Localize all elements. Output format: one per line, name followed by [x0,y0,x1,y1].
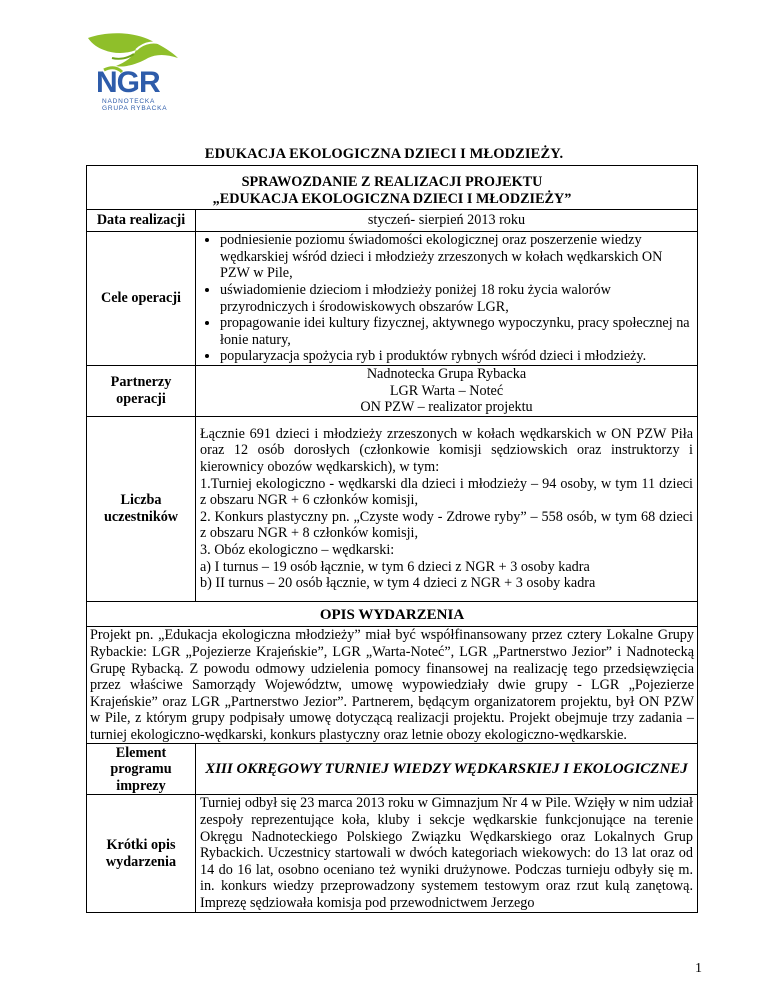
partner-item: Nadnotecka Grupa Rybacka [366,365,527,382]
participants-intro: Łącznie 691 dzieci i młodzieży zrzeszonych w kołach wędkarskich w ON PZW Piła oraz 12 osób dorosłych (członkowie komisji sędziowskich oraz instruktorzy i kierownicy obozów wędkarskich), w tym: [200,425,693,475]
short-desc-label: Krótki opis wydarzenia [87,795,196,912]
logo-subtitle [102,98,167,112]
document-title: EDUKACJA EKOLOGICZNA DZIECI I MŁODZIEŻY. [204,146,564,162]
report-header-line1: SPRAWOZDANIE Z REALIZACJI PROJEKTU [241,174,543,190]
opis-title: OPIS WYDARZENIA [87,601,698,627]
participants-line: 3. Obóz ekologiczno – wędkarski: [200,541,395,558]
participants-label: Liczba uczestników [87,416,196,601]
report-header [87,166,698,210]
element-label: Element programu imprezy [87,744,196,795]
goals-list-cell [196,232,698,366]
page-number: 1 [695,961,702,976]
partners-cell [196,365,698,416]
short-desc-text: Turniej odbył się 23 marca 2013 roku w Gimnazjum Nr 4 w Pile. Wzięły w nim udział zespoły reprezentujące koła, kluby i sekcje wędkarskie funkcjonujące na terenie Okręgu Nadnoteckiego Polskiego Związku Wędkarskiego oraz Lokalnych Grup Rybackich. Uczestnicy startowali w dwóch kategoriach wiekowych: do 13 lat oraz od 14 do 16 lat, osobno oceniano też wyniki drużynowe. Podczas turnieju odbyły się m. in. konkurs wiedzy przeprowadzony systemem testowym oraz rzut kulą zanętową. Imprezę sędziowała komisja pod przewodnictwem Jerzego [196,795,698,912]
participants-line: a) I turnus – 19 osób łącznie, w tym 6 dzieci z NGR + 3 osoby kadra [200,558,590,575]
participants-line: 2. Konkurs plastyczny pn. „Czyste wody - Zdrowe ryby” – 558 osób, w tym 68 dzieci z obszaru NGR + 8 członków komisji, [200,508,693,542]
logo-subtitle-line1: NADNOTECKA [102,98,156,105]
logo-subtitle-line2: GRUPA RYBACKA [102,105,168,112]
report-table [86,165,698,913]
goals-list [198,232,693,365]
ngr-logo [82,28,182,112]
goals-label: Cele operacji [87,232,196,366]
partner-item: LGR Warta – Noteć [389,382,504,399]
participants-line: 1.Turniej ekologiczno - wędkarski dla dzieci i młodzieży – 94 osoby, w tym 11 dzieci z obszaru NGR + 6 członków komisji, [200,475,693,509]
opis-text: Projekt pn. „Edukacja ekologiczna młodzieży” miał być współfinansowany przez cztery Lokalne Grupy Rybackie: LGR „Pojezierze Krajeńskie”, LGR „Warta-Noteć”, LGR „Partnerstwo Jezior” i Nadnotecką Grupę Rybacką. Z powodu odmowy udzielenia pomocy finansowej na realizację tego przedsięwzięcia przez właściwe Samorządy Województw, umowę wypowiedziały dwie grupy - LGR „Pojezierze Krajeńskie” oraz LGR „Partnerstwo Jezior”. Partnerem, będącym organizatorem projektu, był ON PZW w Pile, z którym grupy podpisały umowę dotyczącą realizacji projektu. Projekt obejmuje trzy zadania – turniej ekologiczno-wędkarski, konkurs plastyczny oraz letnie obozy ekologiczno-wędkarskie. [87,627,698,744]
participants-cell [196,416,698,601]
logo-text: NGR [96,66,160,99]
participants-line: b) II turnus – 20 osób łącznie, w tym 4 dzieci z NGR + 3 osoby kadra [200,575,596,592]
partner-item: ON PZW – realizator projektu [360,399,533,416]
goal-item: • uświadomienie dzieciom i młodzieży poniżej 18 roku życia walorów przyrodniczych i środowiskowych obszarów LGR, [220,282,693,315]
date-label: Data realizacji [87,210,196,232]
event-title: XIII OKRĘGOWY TURNIEJ WIEDZY WĘDKARSKIEJ I EKOLOGICZNEJ [196,744,698,795]
report-header-line2: „EDUKACJA EKOLOGICZNA DZIECI I MŁODZIEŻY” [212,190,572,207]
partners-label: Partnerzy operacji [87,365,196,416]
goal-item: • popularyzacja spożycia ryb i produktów rybnych wśród dzieci i młodzieży. [220,348,693,365]
goal-item: • propagowanie idei kultury fizycznej, aktywnego wypoczynku, pracy społecznej na łonie natury, [220,315,693,348]
date-value: styczeń- sierpień 2013 roku [196,210,698,232]
goal-item: • podniesienie poziomu świadomości ekologicznej oraz poszerzenie wiedzy wędkarskiej wśród dzieci i młodzieży zrzeszonych w kołach wędkarskich ON PZW w Pile, [220,232,693,282]
